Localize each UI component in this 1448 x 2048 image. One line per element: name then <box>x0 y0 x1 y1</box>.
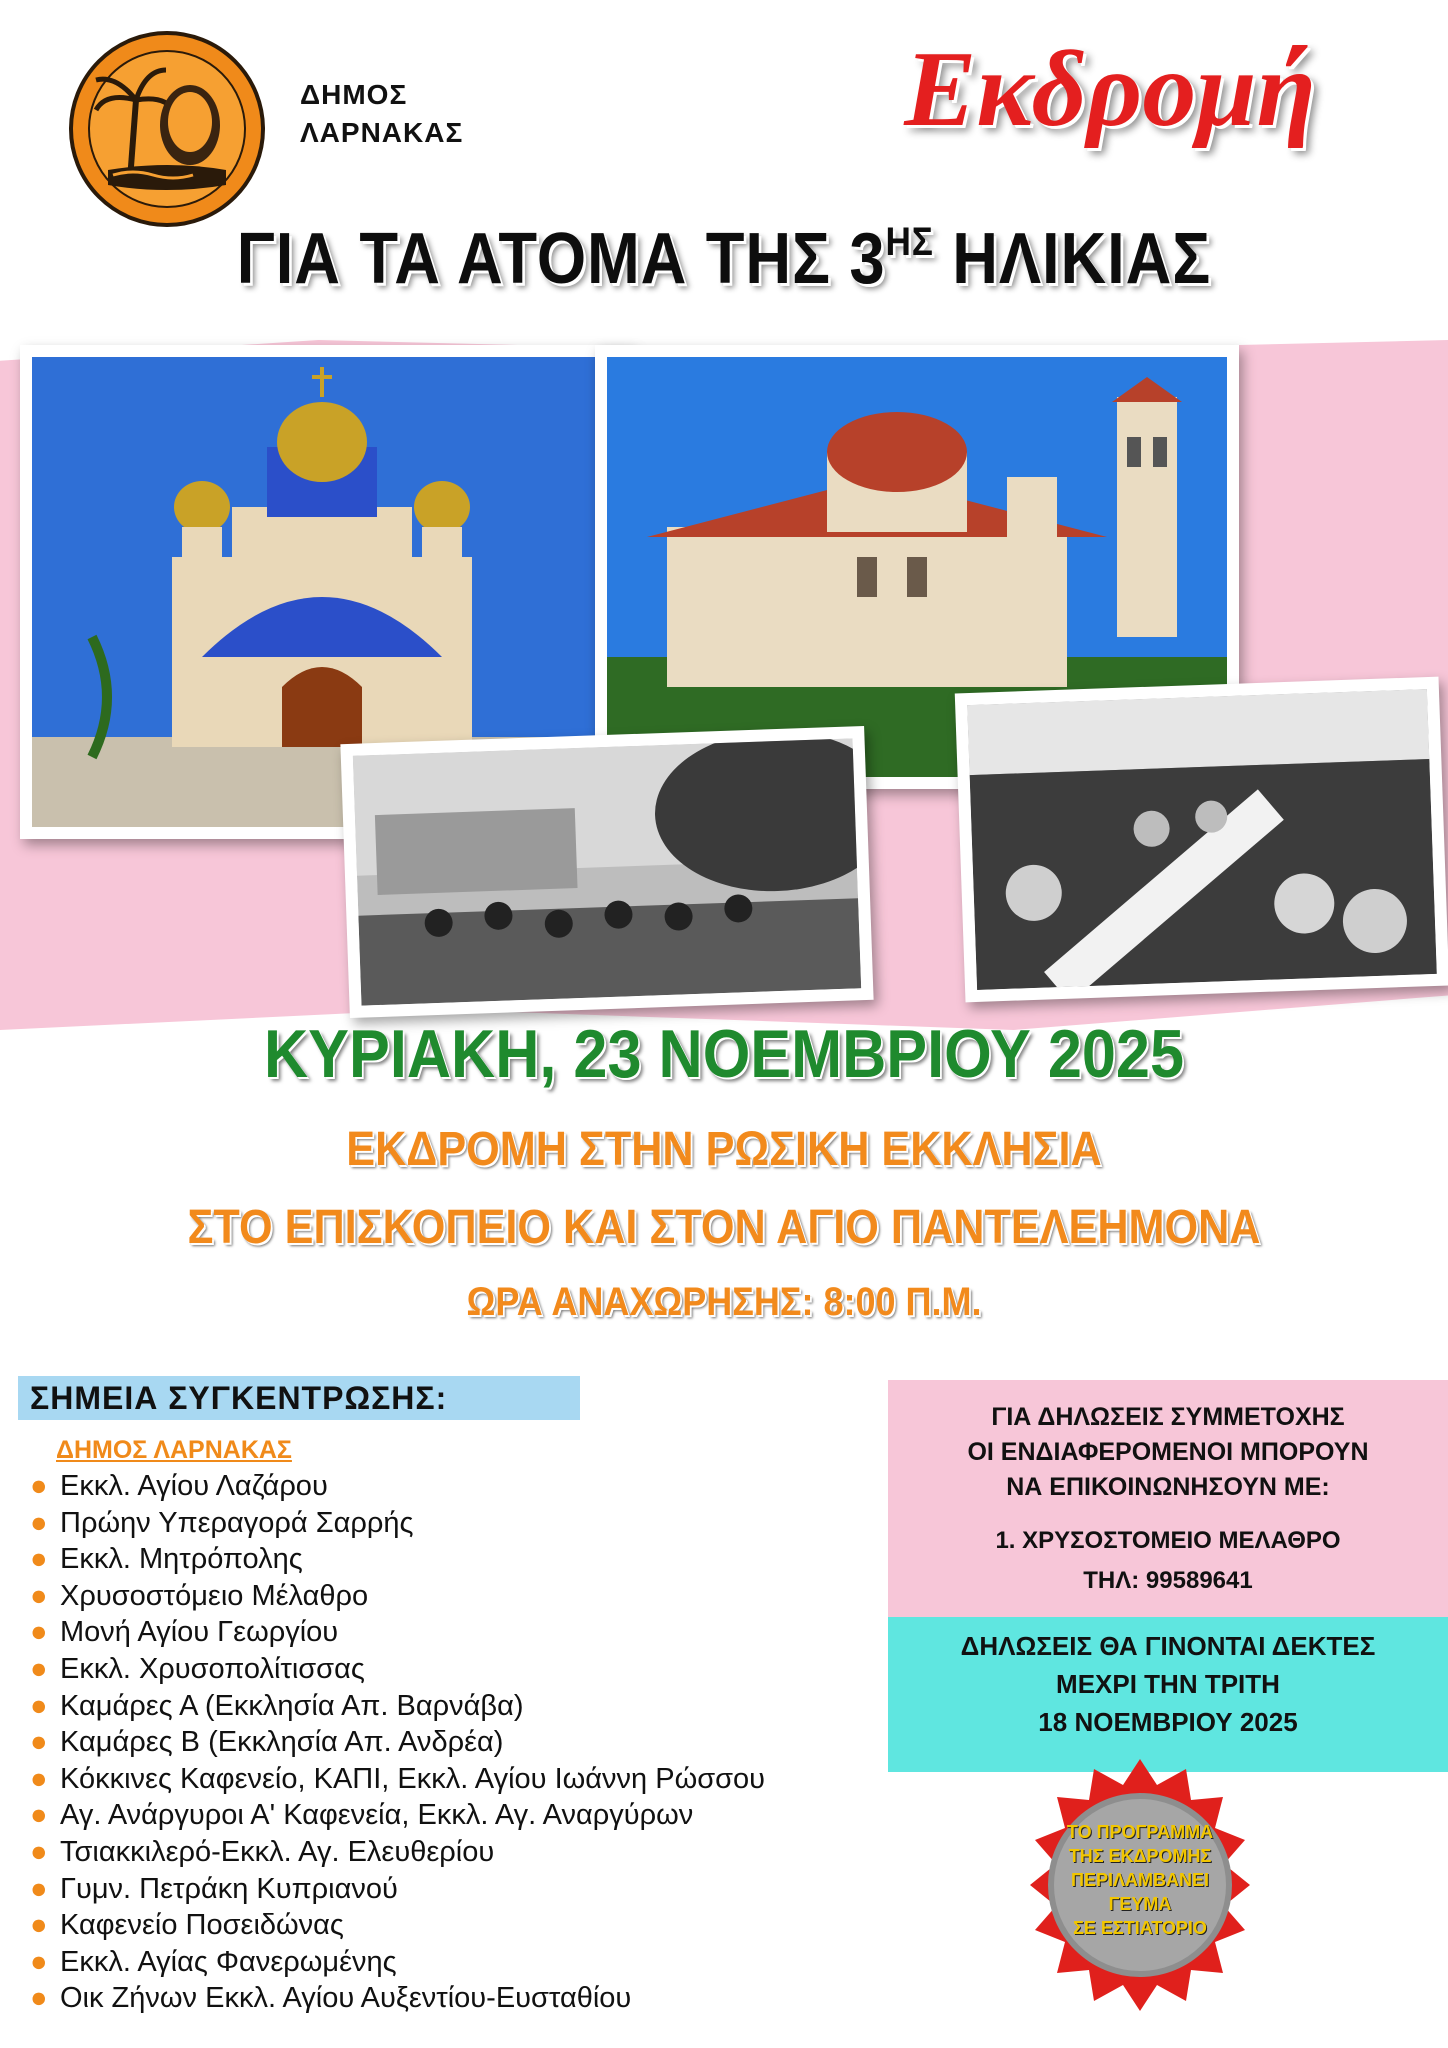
seal-line-3: ΠΕΡΙΛΑΜΒΑΝΕΙ <box>1070 1870 1209 1890</box>
meeting-point-label: Οικ Ζήνων Εκκλ. Αγίου Αυξεντίου-Ευσταθίου <box>60 1982 632 2015</box>
list-item <box>30 1505 765 1542</box>
list-item <box>30 1468 765 1505</box>
deadline-line-1: ΔΗΛΩΣΕΙΣ ΘΑ ΓΙΝΟΝΤΑΙ ΔΕΚΤΕΣ <box>960 1631 1376 1661</box>
seal-line-2: ΤΗΣ ΕΚΔΡΟΜΗΣ <box>1068 1846 1212 1866</box>
list-item <box>30 1797 765 1834</box>
list-item <box>30 1907 765 1944</box>
list-item <box>30 1724 765 1761</box>
bullet-icon: ● <box>30 1616 48 1649</box>
list-item <box>30 1614 765 1651</box>
meeting-points-subtitle: ΔΗΜΟΣ ΛΑΡΝΑΚΑΣ <box>56 1436 292 1464</box>
meeting-point-label: Εκκλ. Αγίου Λαζάρου <box>60 1470 328 1502</box>
list-item <box>30 1834 765 1871</box>
bullet-icon: ● <box>30 1762 48 1795</box>
contact-intro <box>888 1380 1448 1505</box>
meeting-point-label: Γυμν. Πετράκη Κυπριανού <box>60 1872 398 1905</box>
meeting-point-label: Καμάρες Β (Εκκλησία Απ. Ανδρέα) <box>60 1726 504 1759</box>
meeting-point-label: Πρώην Υπεραγορά Σαρρής <box>60 1506 414 1539</box>
municipality-logo <box>68 30 266 228</box>
meeting-point-label: Εκκλ. Χρυσοπολίτισσας <box>60 1652 365 1685</box>
meeting-point-label: Κόκκινες Καφενείο, ΚΑΠΙ, Εκκλ. Αγίου Ιωάννη Ρώσσου <box>60 1762 766 1795</box>
list-item <box>30 1578 765 1615</box>
seal-line-4: ΓΕΥΜΑ <box>1108 1894 1172 1914</box>
contact-phone: ΤΗΛ: 99589641 <box>1083 1567 1253 1594</box>
contact-box <box>888 1380 1448 1617</box>
photo-dining-hall <box>955 677 1448 1003</box>
contact-name: 1. ΧΡΥΣΟΣΤΟΜΕΙΟ ΜΕΛΑΘΡΟ <box>995 1527 1341 1554</box>
list-item <box>30 1651 765 1688</box>
headline <box>87 218 1361 300</box>
contact-line-1: ΓΙΑ ΔΗΛΩΣΕΙΣ ΣΥΜΜΕΤΟΧΗΣ <box>991 1403 1345 1431</box>
bullet-icon: ● <box>30 1470 48 1502</box>
departure-time: ΩΡΑ ΑΝΑΧΩΡΗΣΗΣ: 8:00 Π.Μ. <box>466 1280 982 1324</box>
bullet-icon: ● <box>30 1506 48 1539</box>
meeting-point-label: Εκκλ. Μητρόπολης <box>60 1543 303 1576</box>
bullet-icon: ● <box>30 1799 48 1832</box>
bullet-icon: ● <box>30 1726 48 1759</box>
headline-main: ΓΙΑ ΤΑ ΑΤΟΜΑ ΤΗΣ 3 <box>236 219 886 299</box>
list-item <box>30 1871 765 1908</box>
photo-crowd-outdoors <box>340 726 873 1018</box>
meeting-point-label: Καμάρες Α (Εκκλησία Απ. Βαρνάβα) <box>60 1689 524 1722</box>
org-line-2: ΛΑΡΝΑΚΑΣ <box>300 117 464 148</box>
bullet-icon: ● <box>30 1652 48 1685</box>
headline-end: ΗΛΙΚΙΑΣ <box>933 219 1212 299</box>
trip-title: Εκδρομή <box>904 30 1316 149</box>
seal-line-1: ΤΟ ΠΡΟΓΡΑΜΜΑ <box>1066 1822 1214 1842</box>
list-item <box>30 1541 765 1578</box>
seal-line-5: ΣΕ ΕΣΤΙΑΤΟΡΙΟ <box>1073 1918 1207 1938</box>
contact-line-3: ΝΑ ΕΠΙΚΟΙΝΩΝΗΣΟΥΝ ΜΕ: <box>1006 1473 1330 1501</box>
meeting-points-title: ΣΗΜΕΙΑ ΣΥΓΚΕΝΤΡΩΣΗΣ: <box>30 1380 448 1416</box>
bullet-icon: ● <box>30 1945 48 1978</box>
bullet-icon: ● <box>30 1982 48 2015</box>
meeting-point-label: Καφενείο Ποσειδώνας <box>60 1909 344 1942</box>
bullet-icon: ● <box>30 1872 48 1905</box>
deadline-line-2: ΜΕΧΡΙ ΤΗΝ ΤΡΙΤΗ <box>1056 1669 1280 1699</box>
contact-line-2: ΟΙ ΕΝΔΙΑΦΕΡΟΜΕΝΟΙ ΜΠΟΡΟΥΝ <box>967 1438 1369 1466</box>
event-date: ΚΥΡΙΑΚΗ, 23 ΝΟΕΜΒΡΙΟΥ 2025 <box>263 1016 1184 1092</box>
headline-sup: ΗΣ <box>885 220 934 264</box>
list-item <box>30 1688 765 1725</box>
deadline-box <box>888 1617 1448 1772</box>
event-destination-line-1: ΕΚΔΡΟΜΗ ΣΤΗΝ ΡΩΣΙΚΗ ΕΚΚΛΗΣΙΑ <box>346 1123 1102 1176</box>
bullet-icon: ● <box>30 1835 48 1868</box>
list-item <box>30 1944 765 1981</box>
org-line-1: ΔΗΜΟΣ <box>300 79 408 110</box>
bullet-icon: ● <box>30 1909 48 1942</box>
list-item <box>30 1980 765 2017</box>
meeting-point-label: Εκκλ. Αγίας Φανερωμένης <box>60 1945 397 1978</box>
bullet-icon: ● <box>30 1689 48 1722</box>
deadline-line-3: 18 ΝΟΕΜΒΡΙΟΥ 2025 <box>1038 1707 1298 1737</box>
bullet-icon: ● <box>30 1543 48 1576</box>
meeting-point-label: Τσιακκιλερό-Εκκλ. Αγ. Ελευθερίου <box>60 1835 495 1868</box>
list-item <box>30 1761 765 1798</box>
meal-seal-text <box>1010 1820 1270 1940</box>
bullet-icon: ● <box>30 1579 48 1612</box>
meeting-point-label: Μονή Αγίου Γεωργίου <box>60 1616 339 1649</box>
meeting-points-list <box>30 1468 765 2017</box>
municipality-name <box>300 76 463 152</box>
meeting-point-label: Χρυσοστόμειο Μέλαθρο <box>60 1579 369 1612</box>
event-destination-line-2: ΣΤΟ ΕΠΙΣΚΟΠΕΙΟ ΚΑΙ ΣΤΟΝ ΑΓΙΟ ΠΑΝΤΕΛΕΗΜΟΝΑ <box>187 1201 1261 1254</box>
meeting-point-label: Αγ. Ανάργυροι Α' Καφενεία, Εκκλ. Αγ. Αναργύρων <box>60 1799 694 1832</box>
